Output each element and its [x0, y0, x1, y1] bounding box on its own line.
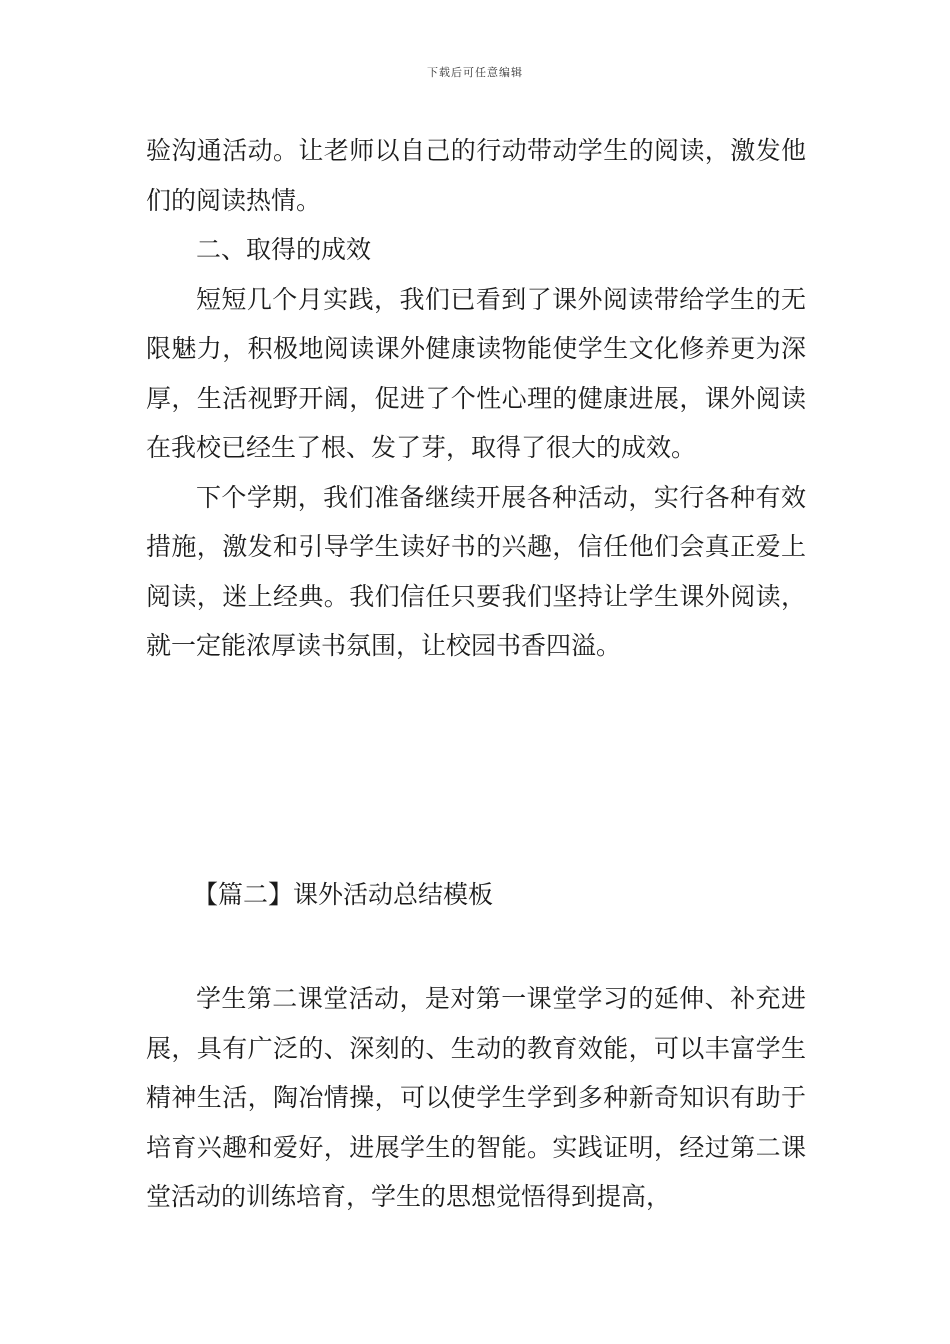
document-body-top — [146, 126, 806, 671]
section-heading: 二、取得的成效 — [196, 235, 372, 264]
plan-paragraph: 下个学期，我们准备继续开展各种活动，实行各种有效措施，激发和引导学生读好书的兴趣，信任他们会真正爱上阅读，迷上经典。我们信任只要我们坚持让学生课外阅读，就一定能浓厚读书氛围，让校园书香四溢。 — [146, 482, 806, 660]
continuation-paragraph: 验沟通活动。让老师以自己的行动带动学生的阅读，激发他们的阅读热情。 — [146, 136, 806, 215]
document-body-bottom — [146, 974, 806, 1222]
results-paragraph: 短短几个月实践，我们已看到了课外阅读带给学生的无限魅力，积极地阅读课外健康读物能使学生文化修养更为深厚，生活视野开阔，促进了个性心理的健康进展，课外阅读在我校已经生了根、发了芽，取得了很大的成效。 — [146, 284, 806, 462]
page-header-note: 下载后可任意编辑 — [427, 66, 523, 79]
part-two-heading-block — [146, 870, 806, 920]
part-two-title: 【篇二】课外活动总结模板 — [193, 880, 494, 909]
part-two-paragraph: 学生第二课堂活动，是对第一课堂学习的延伸、补充进展，具有广泛的、深刻的、生动的教育效能，可以丰富学生精神生活，陶冶情操，可以使学生学到多种新奇知识有助于培育兴趣和爱好，进展学生的智能。实践证明，经过第二课堂活动的训练培育，学生的思想觉悟得到提高， — [146, 984, 806, 1211]
